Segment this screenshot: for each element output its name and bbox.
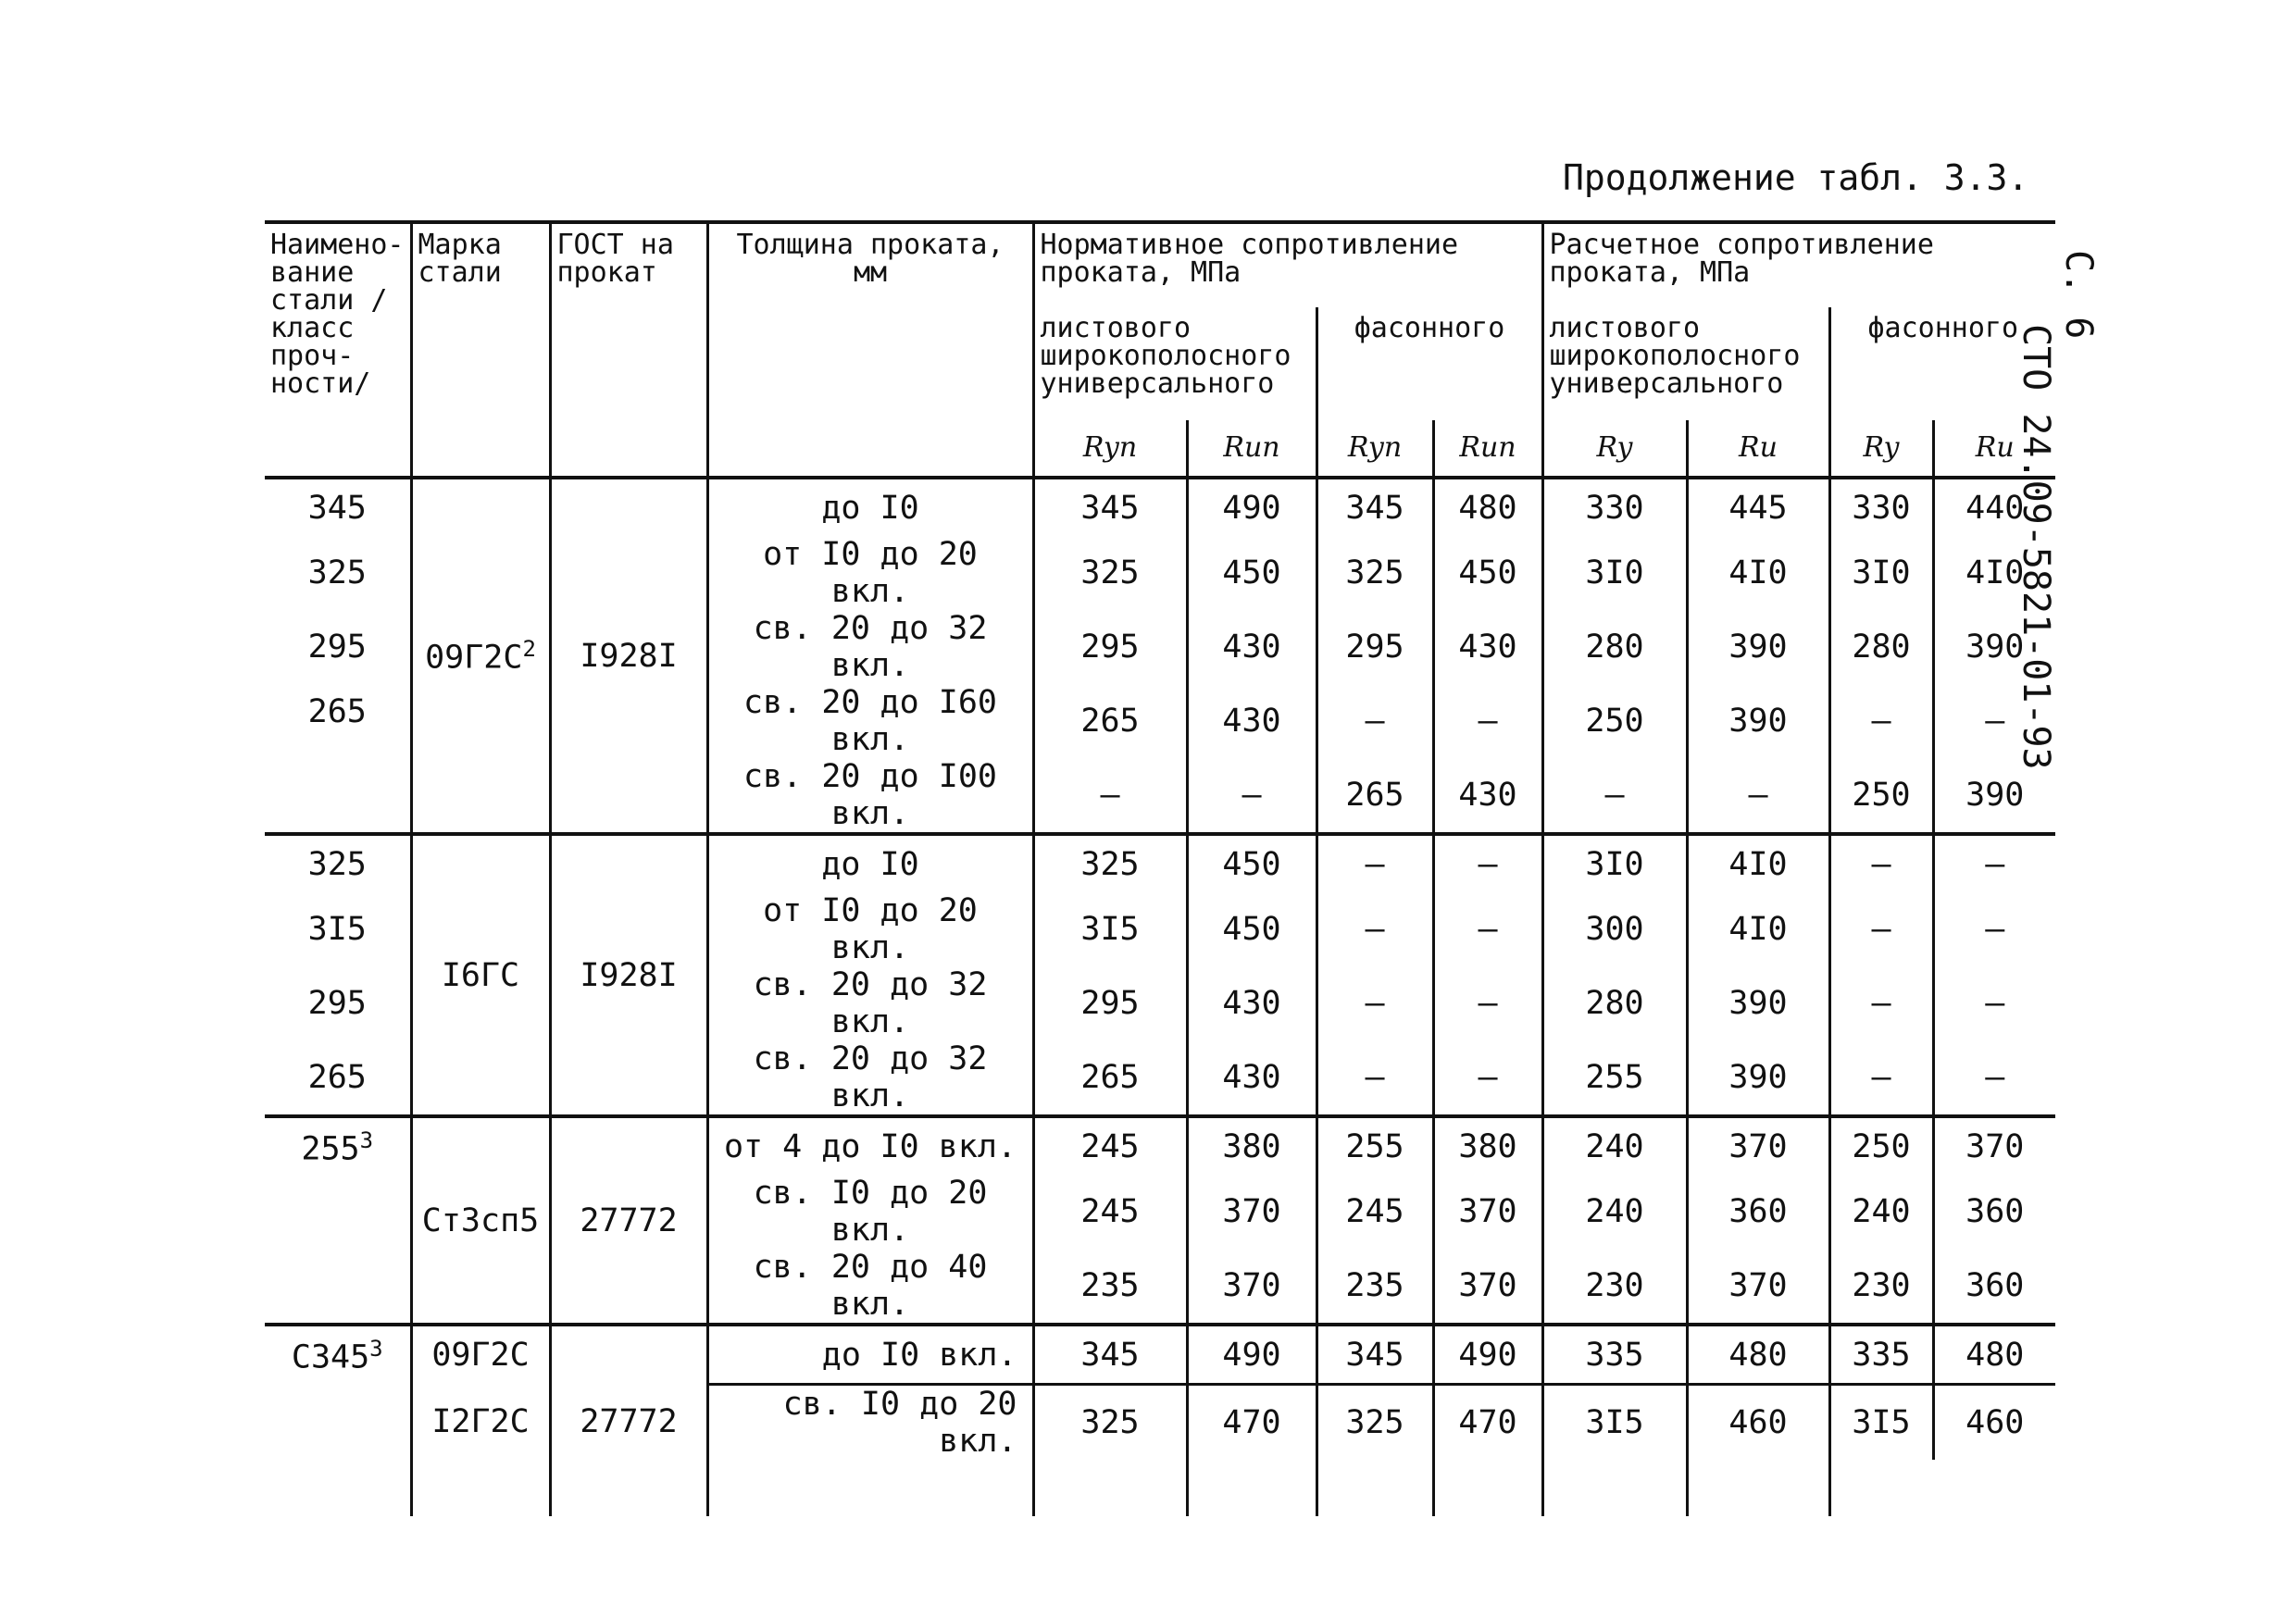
value-cell: 380 — [1187, 1116, 1316, 1175]
table-row — [265, 478, 2055, 536]
class-footnote: 3 — [359, 1127, 374, 1153]
value-cell: 490 — [1187, 478, 1316, 536]
header-thickness: Толщина проката, мм — [707, 222, 1033, 478]
class-cell: 265 — [265, 684, 411, 758]
value-cell: 390 — [1687, 684, 1829, 758]
class-cell — [265, 1116, 411, 1325]
value-cell: 3I5 — [1829, 1385, 1933, 1461]
empty-cell — [1542, 1460, 1687, 1516]
value-cell: 295 — [1033, 610, 1187, 684]
value-cell: 370 — [1687, 1116, 1829, 1175]
value-cell: 490 — [1433, 1325, 1542, 1385]
steel-cell: 09Г2С — [411, 1325, 550, 1385]
thickness-cell: св. 20 до 40 вкл. — [707, 1249, 1033, 1325]
thickness-cell: св. 20 до I60 вкл. — [707, 684, 1033, 758]
value-cell: 430 — [1433, 610, 1542, 684]
class-cell: 265 — [265, 1040, 411, 1116]
steel-cell: Ст3сп5 — [411, 1116, 550, 1325]
value-cell: 245 — [1316, 1175, 1433, 1249]
header-ry-sheet: Ry — [1542, 420, 1687, 478]
empty-cell — [411, 1460, 550, 1516]
value-cell: 240 — [1829, 1175, 1933, 1249]
steel-footnote: 2 — [522, 635, 536, 662]
empty-cell — [707, 1460, 1033, 1516]
thickness-cell: св. I0 до 20 вкл. — [707, 1175, 1033, 1249]
header-run-shaped: Run — [1433, 420, 1542, 478]
header-design-shaped: фасонного — [1867, 312, 2019, 344]
class-cell — [265, 1325, 411, 1516]
steel-cell: I2Г2С — [411, 1385, 550, 1461]
thickness-cell: от I0 до 20 вкл. — [707, 536, 1033, 610]
thickness-cell: до I0 вкл. — [707, 1325, 1033, 1385]
class-value: С345 — [291, 1338, 370, 1376]
value-cell: 3I0 — [1542, 834, 1687, 892]
steel-cell: I6ГС — [411, 834, 550, 1116]
value-cell: 280 — [1542, 610, 1687, 684]
value-cell: 390 — [1965, 629, 2025, 666]
header-gost: ГОСТ на прокат — [550, 222, 707, 478]
value-cell: 300 — [1542, 892, 1687, 966]
resistance-table-wrapper — [265, 220, 2055, 1516]
thickness-cell: от I0 до 20 вкл. — [707, 892, 1033, 966]
value-cell: 430 — [1187, 610, 1316, 684]
value-cell: 295 — [1316, 610, 1433, 684]
empty-cell — [1829, 1460, 1933, 1516]
header-normative: Нормативное сопротивление проката, МПа — [1033, 222, 1542, 307]
value-cell: 370 — [1187, 1249, 1316, 1325]
thickness-cell: до I0 — [707, 834, 1033, 892]
steel-value: 09Г2С — [425, 639, 523, 677]
gost-cell: 27772 — [550, 1116, 707, 1325]
empty-cell — [1033, 1460, 1187, 1516]
header-normative-shaped: фасонного — [1316, 307, 1542, 420]
value-cell: 360 — [1687, 1175, 1829, 1249]
value-cell: 370 — [1687, 1249, 1829, 1325]
value-cell: – — [1829, 684, 1933, 758]
header-normative-sheet: листового широкополосного универсального — [1033, 307, 1316, 420]
value-cell: 325 — [1033, 834, 1187, 892]
value-cell: 480 — [1687, 1325, 1829, 1385]
table-row — [265, 1116, 2055, 1175]
value-cell: 4I0 — [1687, 892, 1829, 966]
empty-cell — [1316, 1460, 1433, 1516]
value-cell: 370 — [1433, 1249, 1542, 1325]
value-cell: 3I0 — [1542, 536, 1687, 610]
value-cell: 390 — [1687, 966, 1829, 1040]
value-cell: 335 — [1829, 1325, 1933, 1385]
header-ry-shaped: Ry — [1829, 420, 1933, 478]
header-ryn-shaped: Ryn — [1316, 420, 1433, 478]
empty-cell — [1187, 1460, 1316, 1516]
value-cell: – — [1433, 1040, 1542, 1116]
value-cell: 430 — [1187, 1040, 1316, 1116]
value-cell: 460 — [1933, 1385, 2055, 1461]
value-cell: 255 — [1316, 1116, 1433, 1175]
value-cell: – — [1985, 985, 2005, 1022]
value-cell: 470 — [1433, 1385, 1542, 1461]
value-cell: 3I0 — [1829, 536, 1933, 610]
value-cell: – — [1316, 966, 1433, 1040]
resistance-table — [265, 220, 2055, 1516]
value-cell: 450 — [1187, 536, 1316, 610]
value-cell: 370 — [1433, 1175, 1542, 1249]
value-cell: 370 — [1965, 1127, 2025, 1165]
value-cell: 250 — [1829, 1116, 1933, 1175]
table-row — [265, 834, 2055, 892]
value-cell: 325 — [1316, 1385, 1433, 1461]
value-cell: – — [1316, 684, 1433, 758]
value-cell: 280 — [1542, 966, 1687, 1040]
header-ryn-sheet: Ryn — [1033, 420, 1187, 478]
value-cell: – — [1829, 966, 1933, 1040]
value-cell: 3I5 — [1033, 892, 1187, 966]
thickness-cell: св. 20 до I00 вкл. — [707, 758, 1033, 834]
value-cell: 335 — [1542, 1325, 1687, 1385]
value-cell: – — [1316, 834, 1433, 892]
value-cell: 390 — [1933, 758, 2055, 834]
class-value: 345 — [307, 489, 367, 527]
value-cell: 230 — [1542, 1249, 1687, 1325]
value-cell: – — [1433, 892, 1542, 966]
value-cell: 265 — [1033, 1040, 1187, 1116]
value-cell: 325 — [1316, 536, 1433, 610]
value-cell: 325 — [1033, 536, 1187, 610]
class-value: 255 — [301, 1130, 360, 1168]
value-cell: 280 — [1829, 610, 1933, 684]
value-cell: – — [1829, 892, 1933, 966]
value-cell: 250 — [1829, 758, 1933, 834]
value-cell: – — [1433, 684, 1542, 758]
header-design: Расчетное сопротивление проката, МПа — [1542, 222, 2055, 307]
value-cell: 345 — [1316, 478, 1433, 536]
steel-cell — [411, 478, 550, 834]
gost-cell: 27772 — [550, 1325, 707, 1516]
value-cell: 240 — [1542, 1116, 1687, 1175]
table-row-empty — [265, 1460, 2055, 1516]
header-ru-sheet: Ru — [1687, 420, 1829, 478]
header-design-sheet: листового широкополосного универсального — [1542, 307, 1829, 420]
value-cell: 295 — [1033, 966, 1187, 1040]
value-cell: 230 — [1829, 1249, 1933, 1325]
value-cell: 330 — [1542, 478, 1687, 536]
value-cell: 330 — [1829, 478, 1933, 536]
value-cell: 240 — [1542, 1175, 1687, 1249]
value-cell: – — [1542, 758, 1687, 834]
class-cell: 325 — [265, 536, 411, 610]
value-cell: 250 — [1542, 684, 1687, 758]
page-number: С. 6 — [2057, 250, 2100, 340]
value-cell: – — [1687, 758, 1829, 834]
value-cell: 430 — [1187, 966, 1316, 1040]
value-cell: – — [1985, 845, 2005, 883]
value-cell: 265 — [1316, 758, 1433, 834]
header-ru-shaped: Ru — [1933, 420, 2055, 478]
thickness-cell: св. I0 до 20 вкл. — [707, 1385, 1033, 1461]
header-run-sheet: Run — [1187, 420, 1316, 478]
value-cell: 360 — [1965, 1193, 2025, 1230]
value-cell: – — [1433, 834, 1542, 892]
thickness-cell: от 4 до I0 вкл. — [707, 1116, 1033, 1175]
table-caption: Продолжение табл. 3.3. — [1563, 157, 2029, 198]
gost-cell: I928I — [550, 834, 707, 1116]
value-cell: 480 — [1433, 478, 1542, 536]
table-row — [265, 1325, 2055, 1385]
value-cell: 430 — [1187, 684, 1316, 758]
class-cell: 295 — [265, 610, 411, 684]
class-cell: 295 — [265, 966, 411, 1040]
thickness-cell: до I0 — [707, 478, 1033, 536]
class-cell: 325 — [265, 834, 411, 892]
value-cell: 480 — [1965, 1336, 2025, 1374]
value-cell: 345 — [1033, 1325, 1187, 1385]
class-cell: 3I5 — [265, 892, 411, 966]
value-cell: 345 — [1033, 478, 1187, 536]
value-cell: – — [1985, 911, 2005, 948]
value-cell: – — [1316, 1040, 1433, 1116]
value-cell: 450 — [1187, 892, 1316, 966]
value-cell: 460 — [1687, 1385, 1829, 1461]
value-cell: 245 — [1033, 1116, 1187, 1175]
value-cell: – — [1829, 834, 1933, 892]
value-cell: 235 — [1316, 1249, 1433, 1325]
gost-cell: I928I — [550, 478, 707, 834]
value-cell: 380 — [1433, 1116, 1542, 1175]
thickness-cell: св. 20 до 32 вкл. — [707, 610, 1033, 684]
class-footnote: 3 — [369, 1336, 383, 1362]
value-cell: 4I0 — [1687, 536, 1829, 610]
value-cell: 370 — [1187, 1175, 1316, 1249]
value-cell: – — [1829, 1040, 1933, 1116]
value-cell: 4I0 — [1965, 554, 2025, 591]
value-cell: 325 — [1033, 1385, 1187, 1461]
empty-cell — [1687, 1460, 1829, 1516]
thickness-cell: св. 20 до 32 вкл. — [707, 966, 1033, 1040]
value-cell: 345 — [1316, 1325, 1433, 1385]
empty-cell — [1433, 1460, 1542, 1516]
class-cell — [265, 758, 411, 834]
header-steel-grade: Марка стали — [411, 222, 550, 478]
value-cell: – — [1933, 1040, 2055, 1116]
thickness-cell: св. 20 до 32 вкл. — [707, 1040, 1033, 1116]
value-cell: – — [1985, 703, 2005, 740]
value-cell: 265 — [1033, 684, 1187, 758]
value-cell: – — [1433, 966, 1542, 1040]
value-cell: 430 — [1433, 758, 1542, 834]
value-cell: 360 — [1933, 1249, 2055, 1325]
document-code: СТО 24.09-5821-01-93 — [2015, 324, 2057, 770]
class-cell — [265, 478, 411, 536]
value-cell: 470 — [1187, 1385, 1316, 1461]
value-cell: 255 — [1542, 1040, 1687, 1116]
value-cell: – — [1033, 758, 1187, 834]
value-cell: 245 — [1033, 1175, 1187, 1249]
value-cell: 490 — [1187, 1325, 1316, 1385]
value-cell: – — [1316, 892, 1433, 966]
value-cell: 4I0 — [1687, 834, 1829, 892]
value-cell: 445 — [1687, 478, 1829, 536]
value-cell: 390 — [1687, 610, 1829, 684]
value-cell: 390 — [1687, 1040, 1829, 1116]
value-cell: 440 — [1965, 489, 2025, 527]
header-steel-name: Наимено-вание стали /класс проч-ности/ — [265, 222, 411, 478]
table-row — [265, 1385, 2055, 1461]
value-cell: 450 — [1187, 834, 1316, 892]
value-cell: 450 — [1433, 536, 1542, 610]
value-cell: 235 — [1033, 1249, 1187, 1325]
value-cell: – — [1187, 758, 1316, 834]
value-cell: 3I5 — [1542, 1385, 1687, 1461]
